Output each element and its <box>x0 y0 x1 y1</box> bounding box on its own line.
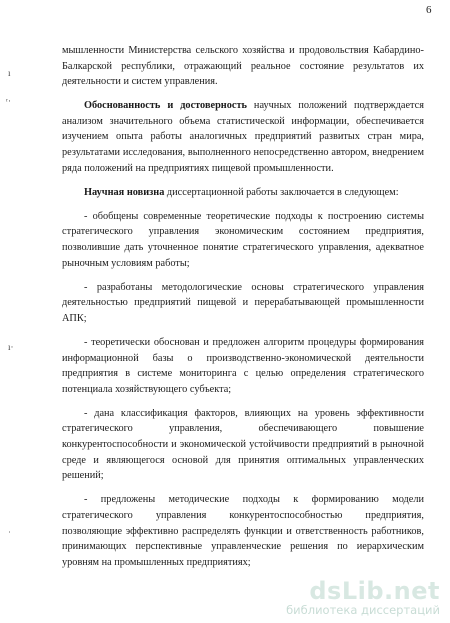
watermark-subtitle: библиотека диссертаций <box>286 603 440 617</box>
paragraph <box>62 185 424 201</box>
list-item <box>62 209 424 271</box>
watermark <box>286 578 440 617</box>
page-number: 6 <box>426 4 432 16</box>
scan-artifact: ʳ· <box>6 96 11 106</box>
scan-artifact: ʿ <box>8 530 11 540</box>
list-item <box>62 280 424 327</box>
list-item <box>62 335 424 397</box>
paragraph-text: - теоретически обоснован и предложен алгоритм процедуры формирования информационной базы о производственно-экономической деятельности предприятия в системе мониторинга с целью определения стратегического потенциала хозяйствующего субъекта; <box>62 337 424 395</box>
watermark-logo: dsLib.net <box>309 577 440 605</box>
paragraph-text: мышленности Министерства сельского хозяйства и продовольствия Кабардино-Балкарской республики, отражающий реальное состояние результатов их деятельности и систем управления. <box>62 45 424 88</box>
paragraph-lead: Обоснованность и достоверность <box>84 100 247 112</box>
paragraph <box>62 98 424 176</box>
paragraph-text: научных положений подтверждается анализом значительного объема статистической информации, обеспечивается изучением опыта работы аналогичных предприятий развитых стран мира, результатами исследования, выполненного непосредственно автором, внедрением ряда положений на предприятиях пищевой промышленности. <box>62 100 424 174</box>
paragraph <box>62 43 424 90</box>
paragraph-text: диссертационной работы заключается в следующем: <box>164 186 399 198</box>
document-body <box>62 43 424 579</box>
paragraph-lead: Научная новизна <box>84 186 165 198</box>
paragraph-text: - обобщены современные теоретические подходы к построению системы стратегического управления экономическим состоянием предприятия, позволившие дать уточненное понятие стратегического управления, адекватное рыночным условиям работы; <box>62 210 424 269</box>
scan-artifact: ı· <box>8 342 14 352</box>
paragraph-text: - предложены методические подходы к формированию модели стратегического управления конкурентоспособностью предприятия, позволяющие эффективно распределять функции и ответственность работников, принимающих перспективные управленческие решения по иерархическим уровням на промышленных предприятиях; <box>62 494 424 568</box>
list-item <box>62 492 424 570</box>
paragraph-text: - дана классификация факторов, влияющих на уровень эффективности стратегического управления, обеспечивающего повышение конкурентоспособности и экономической устойчивости предприятий в рыночной среде и являющегося основой для принятия оптимальных управленческих решений; <box>62 407 424 482</box>
scan-artifact: ı <box>8 68 11 78</box>
list-item <box>62 406 424 484</box>
paragraph-text: - разработаны методологические основы стратегического управления деятельностью предприятий пищевой и перерабатывающей промышленности АПК; <box>62 281 424 324</box>
